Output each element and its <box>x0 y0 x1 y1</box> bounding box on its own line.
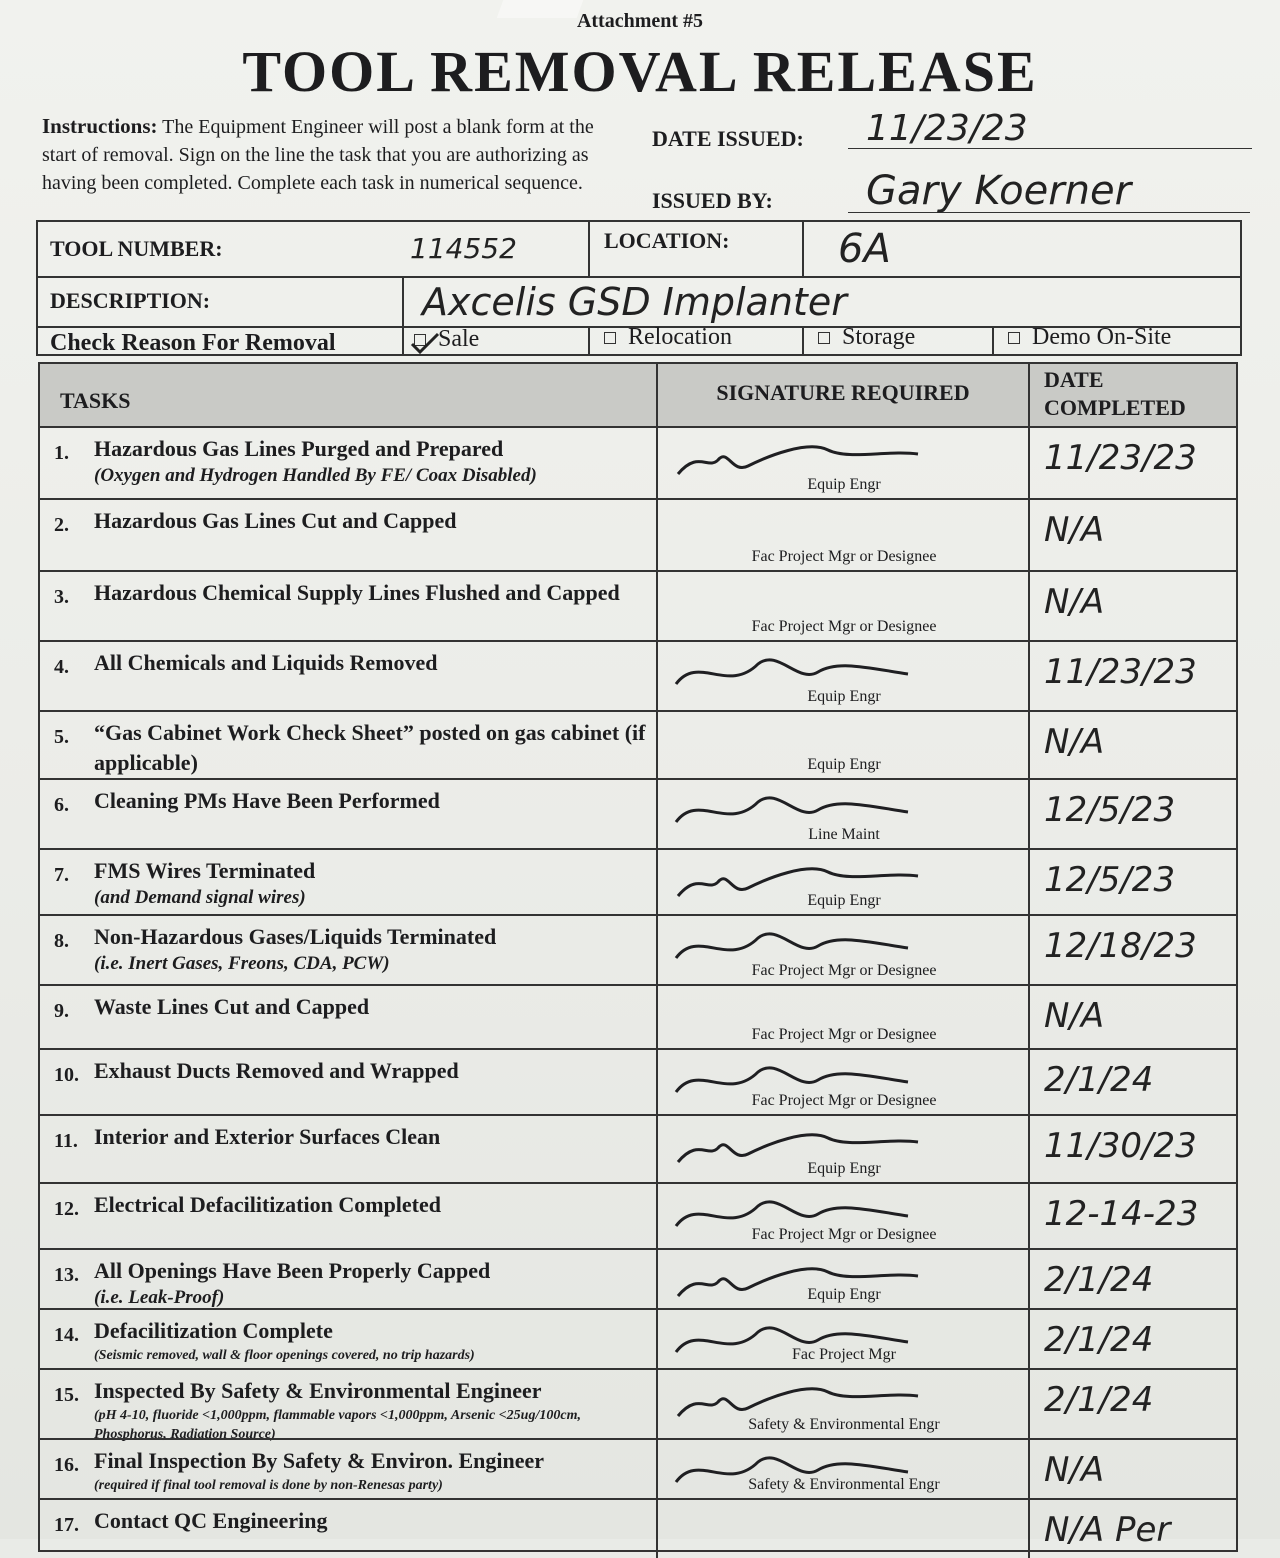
signature-cell[interactable] <box>656 572 1030 640</box>
signer-role: Line Maint <box>808 826 880 843</box>
signature-cell[interactable] <box>656 1370 1030 1438</box>
signer-role: Fac Project Mgr <box>792 1346 896 1363</box>
tool-info-table <box>36 220 1242 356</box>
task-cell <box>40 1250 656 1308</box>
date-completed-value: 2/1/24 <box>1044 1320 1154 1360</box>
task-cell <box>40 1500 656 1558</box>
task-cell <box>40 500 656 570</box>
task-text <box>94 992 648 1022</box>
signature-cell[interactable] <box>656 1184 1030 1248</box>
task-cell <box>40 1310 656 1368</box>
table-row <box>40 1248 1236 1308</box>
date-cell[interactable] <box>1028 712 1238 778</box>
task-number: 11. <box>54 1130 78 1152</box>
task-note: (and Demand signal wires) <box>94 887 306 908</box>
date-completed-value: 12/5/23 <box>1044 790 1176 830</box>
date-completed-value: 12-14-23 <box>1044 1194 1199 1234</box>
date-completed-value: 11/30/23 <box>1044 1126 1197 1166</box>
date-completed-value: N/A <box>1044 582 1105 622</box>
signer-role: Equip Engr <box>807 476 881 493</box>
table-row <box>40 640 1236 710</box>
task-title: All Chemicals and Liquids Removed <box>94 650 438 675</box>
task-number: 5. <box>54 726 69 748</box>
signer-role: Safety & Environmental Engr <box>748 1476 940 1493</box>
task-title: Final Inspection By Safety & Environ. Engineer <box>94 1448 545 1473</box>
table-row <box>40 914 1236 984</box>
task-cell <box>40 916 656 984</box>
date-cell[interactable] <box>1028 780 1238 848</box>
form-title: TOOL REMOVAL RELEASE <box>242 39 1038 104</box>
task-cell <box>40 1440 656 1498</box>
checkmark-icon <box>410 332 440 354</box>
task-text <box>94 786 648 816</box>
signer-role: Fac Project Mgr or Designee <box>751 962 937 979</box>
task-cell <box>40 1370 656 1442</box>
table-row <box>40 570 1236 640</box>
task-title: “Gas Cabinet Work Check Sheet” posted on gas cabinet (if applicable) <box>94 720 646 775</box>
task-note: (i.e. Inert Gases, Freons, CDA, PCW) <box>94 953 390 974</box>
task-text <box>94 1122 648 1152</box>
tasks-header: TASKS <box>40 364 656 426</box>
task-cell <box>40 1116 656 1182</box>
location-value: 6A <box>838 226 891 272</box>
table-row <box>40 1048 1236 1114</box>
signature-cell[interactable] <box>656 712 1030 778</box>
description-label: DESCRIPTION: <box>50 288 211 313</box>
signature-header: SIGNATURE REQUIRED <box>656 364 1028 426</box>
task-cell <box>40 572 656 640</box>
date-completed-value: 12/5/23 <box>1044 860 1176 900</box>
signer-role: Equip Engr <box>807 688 881 705</box>
signature-cell[interactable] <box>656 986 1030 1048</box>
instructions-label: Instructions: <box>42 114 158 138</box>
task-number: 10. <box>54 1064 79 1086</box>
task-text <box>94 1256 648 1310</box>
signature-cell[interactable] <box>656 1250 1030 1308</box>
signature-cell[interactable] <box>656 500 1030 570</box>
signature-cell[interactable] <box>656 1440 1030 1498</box>
date-cell[interactable] <box>1028 1500 1238 1558</box>
task-text <box>94 856 648 910</box>
task-number: 14. <box>54 1324 79 1346</box>
date-completed-value: N/A Per <box>1044 1510 1171 1550</box>
table-row <box>40 848 1236 914</box>
signer-role: Fac Project Mgr or Designee <box>751 548 937 565</box>
date-completed-value: N/A <box>1044 996 1105 1036</box>
date-cell[interactable] <box>1028 572 1238 640</box>
date-completed-value: 2/1/24 <box>1044 1260 1154 1300</box>
reason-sale-checkbox[interactable] <box>414 326 479 353</box>
signature-cell[interactable] <box>656 428 1030 498</box>
signer-role: Equip Engr <box>807 1160 881 1177</box>
date-completed-value: 11/23/23 <box>1044 438 1197 478</box>
date-cell[interactable] <box>1028 850 1238 914</box>
task-number: 16. <box>54 1454 79 1476</box>
reason-demo-checkbox[interactable] <box>1008 324 1171 351</box>
task-table <box>38 362 1238 1552</box>
task-cell <box>40 850 656 914</box>
task-number: 8. <box>54 930 69 952</box>
task-title: Hazardous Gas Lines Purged and Prepared <box>94 436 504 461</box>
task-cell <box>40 780 656 848</box>
task-title: Waste Lines Cut and Capped <box>94 994 370 1019</box>
task-text <box>94 1446 648 1495</box>
table-row <box>40 1498 1236 1558</box>
signature-cell[interactable] <box>656 1310 1030 1368</box>
task-text <box>94 578 648 608</box>
reason-relocation-label: Relocation <box>628 324 732 350</box>
signature-cell[interactable] <box>656 642 1030 710</box>
tool-number-value: 114552 <box>410 232 517 265</box>
task-text <box>94 718 648 778</box>
instructions <box>42 112 632 197</box>
task-cell <box>40 428 656 498</box>
table-row <box>40 1114 1236 1182</box>
date-completed-value: 2/1/24 <box>1044 1060 1154 1100</box>
task-note: (i.e. Leak-Proof) <box>94 1287 225 1308</box>
task-text <box>94 1056 648 1086</box>
signature-cell[interactable] <box>656 1050 1030 1114</box>
checkbox-icon <box>818 332 830 344</box>
signer-role: Fac Project Mgr or Designee <box>751 1226 937 1243</box>
reason-demo-label: Demo On-Site <box>1032 324 1172 350</box>
signer-role: Fac Project Mgr or Designee <box>751 1026 937 1043</box>
reason-relocation-checkbox[interactable] <box>604 324 732 351</box>
table-row <box>40 426 1236 498</box>
task-text <box>94 1376 648 1444</box>
task-title: Hazardous Chemical Supply Lines Flushed and Capped <box>94 580 620 605</box>
task-title: Inspected By Safety & Environmental Engineer <box>94 1378 542 1403</box>
date-issued-label: DATE ISSUED: <box>652 126 804 151</box>
description-value: Axcelis GSD Implanter <box>422 280 847 324</box>
task-text <box>94 434 648 488</box>
date-cell[interactable] <box>1028 500 1238 570</box>
task-title: Exhaust Ducts Removed and Wrapped <box>94 1058 459 1083</box>
task-text <box>94 648 648 678</box>
date-cell[interactable] <box>1028 428 1238 498</box>
task-title: Contact QC Engineering <box>94 1508 328 1533</box>
reason-sale-label: Sale <box>438 326 480 352</box>
signature-cell[interactable] <box>656 780 1030 848</box>
task-text <box>94 922 648 976</box>
task-text <box>94 506 648 536</box>
table-row <box>40 984 1236 1048</box>
date-completed-value: N/A <box>1044 1450 1105 1490</box>
table-row <box>40 1308 1236 1368</box>
task-cell <box>40 1050 656 1114</box>
task-number: 1. <box>54 442 69 464</box>
issued-by-value: Gary Koerner <box>866 168 1132 214</box>
signature-cell[interactable] <box>656 916 1030 984</box>
table-row <box>40 778 1236 848</box>
reason-label: Check Reason For Removal <box>50 330 336 356</box>
reason-storage-checkbox[interactable] <box>818 324 915 351</box>
date-cell[interactable] <box>1028 1440 1238 1498</box>
date-header: DATE COMPLETED <box>1028 364 1236 426</box>
task-note: (Oxygen and Hydrogen Handled By FE/ Coax Disabled) <box>94 465 537 486</box>
task-title: Hazardous Gas Lines Cut and Capped <box>94 508 457 533</box>
task-number: 3. <box>54 586 69 608</box>
task-title: Non-Hazardous Gases/Liquids Terminated <box>94 924 497 949</box>
task-title: FMS Wires Terminated <box>94 858 316 883</box>
task-detail: (Seismic removed, wall & floor openings covered, no trip hazards) <box>94 1348 475 1363</box>
checkbox-icon <box>1008 332 1020 344</box>
date-completed-value: 2/1/24 <box>1044 1380 1154 1420</box>
location-label: LOCATION: <box>604 228 730 253</box>
task-number: 12. <box>54 1198 79 1220</box>
task-text <box>94 1506 648 1536</box>
attachment-label: Attachment #5 <box>576 10 704 32</box>
signer-role: Fac Project Mgr or Designee <box>751 1092 937 1109</box>
date-completed-value: N/A <box>1044 510 1105 550</box>
task-title: Electrical Defacilitization Completed <box>94 1192 442 1217</box>
signature-cell[interactable] <box>656 1116 1030 1182</box>
task-title: Interior and Exterior Surfaces Clean <box>94 1124 441 1149</box>
task-detail: (required if final tool removal is done by non-Renesas party) <box>94 1478 443 1493</box>
date-completed-value: N/A <box>1044 722 1105 762</box>
signer-role: Fac Project Mgr or Designee <box>751 618 937 635</box>
table-row <box>40 498 1236 570</box>
date-completed-value: 12/18/23 <box>1044 926 1197 966</box>
tool-number-label: TOOL NUMBER: <box>50 236 223 261</box>
date-cell[interactable] <box>1028 1370 1238 1438</box>
instructions-text: The Equipment Engineer will post a blank form at the start of removal. Sign on the line the task that you are authorizing as having been completed. Complete each task in numerical sequence. <box>42 116 594 194</box>
signer-role: Equip Engr <box>807 1286 881 1303</box>
signer-role: Equip Engr <box>807 892 881 909</box>
task-detail: (pH 4-10, fluoride <1,000ppm, flammable vapors <1,000ppm, Arsenic <25ug/100cm, Phosphorus, Radiation Source) <box>94 1408 581 1442</box>
task-number: 7. <box>54 864 69 886</box>
date-cell[interactable] <box>1028 1184 1238 1248</box>
signer-role: Safety & Environmental Engr <box>748 1416 940 1433</box>
date-cell[interactable] <box>1028 1250 1238 1308</box>
table-row <box>40 1368 1236 1442</box>
date-cell[interactable] <box>1028 986 1238 1048</box>
date-cell[interactable] <box>1028 916 1238 984</box>
task-number: 4. <box>54 656 69 678</box>
date-cell[interactable] <box>1028 1050 1238 1114</box>
task-title: Cleaning PMs Have Been Performed <box>94 788 440 813</box>
task-text <box>94 1316 648 1365</box>
task-cell <box>40 712 656 778</box>
task-number: 6. <box>54 794 69 816</box>
date-issued-value: 11/23/23 <box>866 108 1028 149</box>
date-cell[interactable] <box>1028 642 1238 710</box>
reason-storage-label: Storage <box>842 324 916 350</box>
signature-cell[interactable] <box>656 850 1030 914</box>
checkbox-icon <box>604 332 616 344</box>
task-cell <box>40 986 656 1048</box>
task-number: 2. <box>54 514 69 536</box>
signature-cell[interactable] <box>656 1500 1030 1558</box>
date-cell[interactable] <box>1028 1116 1238 1182</box>
table-row <box>40 1182 1236 1248</box>
task-cell <box>40 642 656 710</box>
task-text <box>94 1190 648 1220</box>
task-number: 15. <box>54 1384 79 1406</box>
date-cell[interactable] <box>1028 1310 1238 1368</box>
task-title: Defacilitization Complete <box>94 1318 333 1343</box>
task-number: 17. <box>54 1514 79 1536</box>
table-row <box>40 710 1236 778</box>
task-number: 9. <box>54 1000 69 1022</box>
signer-role: Equip Engr <box>807 756 881 773</box>
task-number: 13. <box>54 1264 79 1286</box>
date-completed-value: 11/23/23 <box>1044 652 1197 692</box>
task-cell <box>40 1184 656 1248</box>
issued-by-label: ISSUED BY: <box>652 188 773 213</box>
table-row <box>40 1438 1236 1498</box>
task-title: All Openings Have Been Properly Capped <box>94 1258 491 1283</box>
